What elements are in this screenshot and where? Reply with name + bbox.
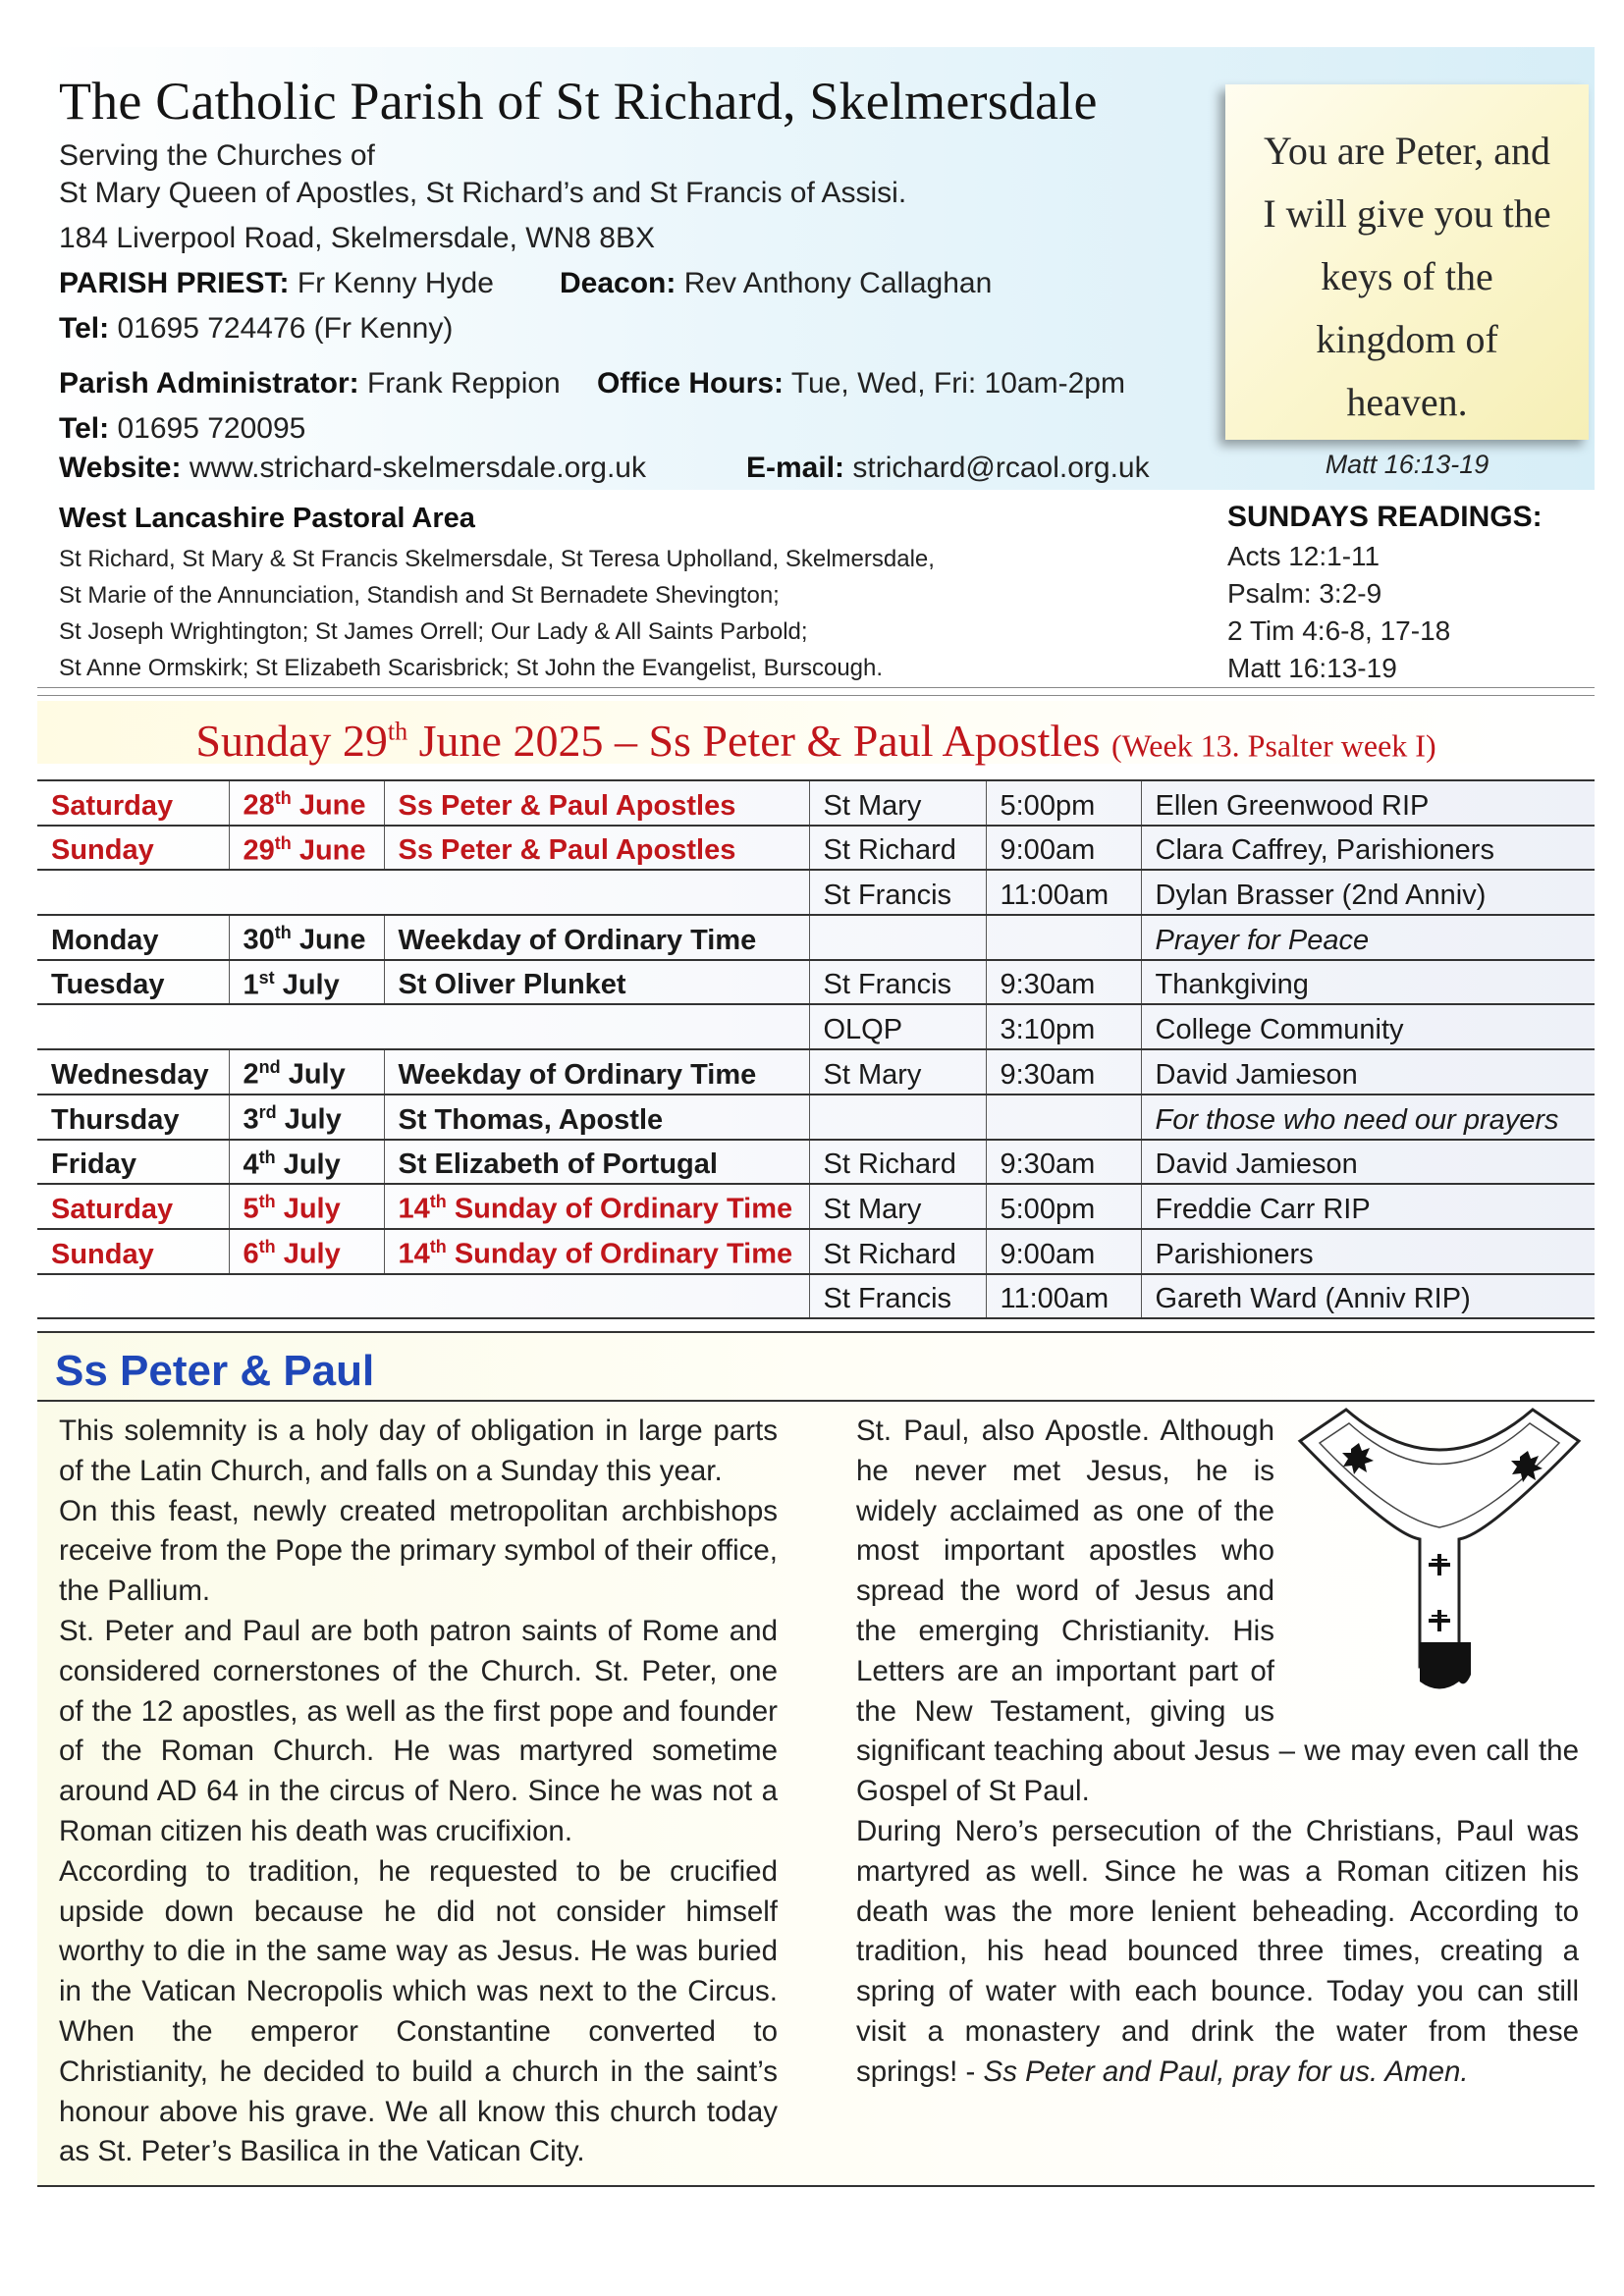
mass-intention: Gareth Ward (Anniv RIP) bbox=[1155, 1283, 1471, 1315]
schedule-date bbox=[229, 1095, 384, 1140]
psalter-week: (Week 13. Psalter week I) bbox=[1110, 727, 1436, 764]
church-name: St Francis bbox=[823, 1283, 952, 1315]
schedule-date bbox=[229, 1229, 384, 1274]
schedule-church bbox=[809, 1095, 986, 1140]
date-suffix: th bbox=[274, 832, 292, 853]
date-suffix: nd bbox=[258, 1057, 281, 1078]
sunday-heading bbox=[37, 701, 1595, 767]
article-title: Ss Peter & Paul bbox=[55, 1347, 375, 1395]
schedule-intention bbox=[1141, 1004, 1595, 1049]
schedule-intention bbox=[1141, 915, 1595, 960]
feast-name: Sunday of Ordinary Time bbox=[446, 1238, 793, 1270]
date-num: 28 bbox=[243, 789, 275, 822]
day-name: Sunday bbox=[51, 834, 154, 867]
article-paragraph: On this feast, newly created metropolitan archbishops receive from the Pope the primary symbol of their office, the Pallium. bbox=[59, 1494, 778, 1608]
pastoral-area bbox=[59, 503, 1188, 686]
mass-time: 9:00am bbox=[1000, 834, 1096, 867]
pastoral-line: St Richard, St Mary & St Francis Skelmersdale, St Teresa Upholland, Skelmersdale, bbox=[59, 546, 935, 572]
schedule-time bbox=[986, 960, 1141, 1005]
priest-label: PARISH PRIEST: bbox=[59, 267, 290, 299]
schedule-day bbox=[37, 1229, 229, 1274]
mass-intention: Freddie Carr RIP bbox=[1155, 1193, 1371, 1225]
mass-time: 9:30am bbox=[1000, 1148, 1096, 1181]
clergy-row bbox=[59, 265, 1188, 310]
reading-item: Matt 16:13-19 bbox=[1227, 653, 1397, 683]
office-tel-row bbox=[59, 410, 1188, 450]
admin-row bbox=[59, 365, 1188, 410]
feast-suffix: th bbox=[429, 1236, 447, 1256]
date-num: 2 bbox=[243, 1058, 259, 1091]
mass-intention: For those who need our prayers bbox=[1155, 1103, 1559, 1136]
church-name: St Richard bbox=[823, 1148, 956, 1181]
schedule-row bbox=[37, 1229, 1595, 1274]
schedule-church bbox=[809, 1004, 986, 1049]
schedule-day bbox=[37, 1140, 229, 1185]
mass-time: 5:00pm bbox=[1000, 1193, 1096, 1225]
church-name: St Mary bbox=[823, 789, 922, 822]
schedule-time bbox=[986, 1274, 1141, 1319]
website-link[interactable]: www.strichard-skelmersdale.org.uk bbox=[189, 452, 646, 484]
church-name: OLQP bbox=[823, 1014, 903, 1046]
schedule-date bbox=[229, 826, 384, 871]
contact-row bbox=[59, 450, 1188, 495]
schedule-row bbox=[37, 915, 1595, 960]
schedule-feast bbox=[384, 960, 809, 1005]
schedule-feast bbox=[384, 1049, 809, 1095]
sunday-heading-text: Sunday 29 bbox=[195, 716, 388, 767]
mass-intention: David Jamieson bbox=[1155, 1058, 1358, 1091]
day-name: Thursday bbox=[51, 1103, 180, 1136]
feast-name: Weekday of Ordinary Time bbox=[398, 1058, 757, 1091]
schedule-church bbox=[809, 1274, 986, 1319]
schedule-time bbox=[986, 780, 1141, 826]
office-tel: 01695 720095 bbox=[117, 412, 306, 445]
feast-num: 14 bbox=[398, 1238, 430, 1270]
feast-name: Sunday of Ordinary Time bbox=[446, 1193, 793, 1225]
mass-intention: Thankgiving bbox=[1155, 969, 1309, 1001]
mass-time: 3:10pm bbox=[1000, 1014, 1096, 1046]
article-paragraph bbox=[856, 1812, 1579, 2093]
schedule-church bbox=[809, 915, 986, 960]
schedule-date bbox=[229, 1140, 384, 1185]
mass-intention: Dylan Brasser (2nd Anniv) bbox=[1155, 880, 1487, 912]
pastoral-title: West Lancashire Pastoral Area bbox=[59, 503, 475, 534]
schedule-day bbox=[37, 960, 229, 1005]
readings-title: SUNDAYS READINGS: bbox=[1227, 501, 1543, 533]
schedule-date bbox=[229, 960, 384, 1005]
schedule-church bbox=[809, 960, 986, 1005]
reading-item: 2 Tim 4:6-8, 17-18 bbox=[1227, 615, 1451, 646]
date-suffix: th bbox=[258, 1147, 276, 1167]
article-paragraph: According to tradition, he requested to be crucified upside down because he did not consider himself worthy to die in the same way as Jesus. He was buried in the Vatican Necropolis which was next to the Circus. When the emperor Constantine converted to Christianity, he decided to build a church in the saint’s honour above his grave. We all know this church today as St. Peter’s Basilica in the Vatican City. bbox=[59, 1854, 778, 2168]
admin-label: Parish Administrator: bbox=[59, 367, 359, 400]
tel-label: Tel: bbox=[59, 312, 110, 345]
churches-served: St Mary Queen of Apostles, St Richard’s and St Francis of Assisi. bbox=[59, 177, 907, 209]
sunday-readings bbox=[1227, 501, 1581, 687]
quote-line: You are Peter, and bbox=[1263, 129, 1551, 173]
schedule-date bbox=[229, 1184, 384, 1229]
date-month: June bbox=[291, 924, 366, 956]
schedule-church bbox=[809, 826, 986, 871]
schedule-time bbox=[986, 1095, 1141, 1140]
date-num: 5 bbox=[243, 1193, 259, 1225]
schedule-church bbox=[809, 1229, 986, 1274]
schedule-intention bbox=[1141, 1274, 1595, 1319]
schedule-row bbox=[37, 870, 1595, 915]
schedule-row bbox=[37, 1004, 1595, 1049]
sunday-heading-text: June 2025 – Ss Peter & Paul Apostles bbox=[407, 716, 1111, 767]
schedule-day bbox=[37, 1095, 229, 1140]
website-label: Website: bbox=[59, 452, 182, 484]
date-month: June bbox=[291, 834, 366, 867]
schedule-intention bbox=[1141, 1140, 1595, 1185]
pastoral-line: St Joseph Wrightington; St James Orrell; Our Lady & All Saints Parbold; bbox=[59, 618, 808, 645]
mass-time: 11:00am bbox=[1000, 1283, 1110, 1315]
mass-intention: College Community bbox=[1155, 1014, 1404, 1046]
date-num: 30 bbox=[243, 924, 275, 956]
feast-name: St Thomas, Apostle bbox=[398, 1103, 664, 1136]
feast-suffix: th bbox=[429, 1192, 447, 1212]
sunday-heading-sup: th bbox=[387, 718, 408, 746]
church-name: St Richard bbox=[823, 834, 956, 867]
mass-schedule-table bbox=[37, 779, 1595, 1319]
schedule-time bbox=[986, 1140, 1141, 1185]
schedule-row bbox=[37, 1140, 1595, 1185]
schedule-intention bbox=[1141, 1095, 1595, 1140]
schedule-intention bbox=[1141, 1049, 1595, 1095]
date-month: June bbox=[291, 789, 366, 822]
schedule-time bbox=[986, 1049, 1141, 1095]
schedule-blank bbox=[37, 1004, 809, 1049]
date-suffix: rd bbox=[258, 1101, 277, 1122]
schedule-intention bbox=[1141, 870, 1595, 915]
schedule-intention bbox=[1141, 1229, 1595, 1274]
date-month: July bbox=[275, 1148, 341, 1181]
feast-name: St Oliver Plunket bbox=[398, 969, 626, 1001]
quote-reference: Matt 16:13-19 bbox=[1325, 450, 1489, 479]
date-suffix: th bbox=[258, 1192, 276, 1212]
schedule-row bbox=[37, 780, 1595, 826]
schedule-row bbox=[37, 960, 1595, 1005]
parish-address: 184 Liverpool Road, Skelmersdale, WN8 8BX bbox=[59, 222, 655, 254]
schedule-feast bbox=[384, 826, 809, 871]
schedule-feast bbox=[384, 1095, 809, 1140]
schedule-row bbox=[37, 826, 1595, 871]
serving-label: Serving the Churches of bbox=[59, 139, 375, 172]
mass-intention: Ellen Greenwood RIP bbox=[1155, 789, 1430, 822]
article-paragraph: St. Peter and Paul are both patron saints of Rome and considered cornerstones of the Church. St. Peter, one of the 12 apostles, as well as the first pope and founder of the Roman Church. He was martyred sometime around AD 64 in the circus of Nero. Since he was not a Roman citizen his death was crucifixion. bbox=[59, 1614, 778, 1847]
feast-name: St Elizabeth of Portugal bbox=[398, 1148, 718, 1181]
office-hours: Tue, Wed, Fri: 10am-2pm bbox=[790, 367, 1125, 400]
schedule-intention bbox=[1141, 1184, 1595, 1229]
mass-time: 9:00am bbox=[1000, 1238, 1096, 1270]
mass-time: 5:00pm bbox=[1000, 789, 1096, 822]
day-name: Tuesday bbox=[51, 969, 165, 1001]
day-name: Sunday bbox=[51, 1238, 154, 1270]
schedule-feast bbox=[384, 1140, 809, 1185]
day-name: Monday bbox=[51, 924, 159, 956]
pallium-illustration bbox=[1292, 1402, 1587, 1706]
tel-label-2: Tel: bbox=[59, 412, 110, 445]
schedule-church bbox=[809, 870, 986, 915]
sign-off: Ss Peter and Paul, pray for us. Amen. bbox=[983, 2055, 1469, 2088]
schedule-time bbox=[986, 1229, 1141, 1274]
feast-name: Weekday of Ordinary Time bbox=[398, 924, 757, 956]
quote-line: keys of the bbox=[1321, 254, 1493, 298]
divider bbox=[37, 2185, 1595, 2187]
schedule-church bbox=[809, 1049, 986, 1095]
day-name: Friday bbox=[51, 1148, 137, 1181]
date-num: 1 bbox=[243, 969, 259, 1001]
schedule-row bbox=[37, 1184, 1595, 1229]
date-suffix: th bbox=[258, 1236, 276, 1256]
deacon-name: Rev Anthony Callaghan bbox=[683, 267, 993, 299]
mass-time: 9:30am bbox=[1000, 969, 1096, 1001]
deacon-label: Deacon: bbox=[560, 267, 677, 299]
date-month: July bbox=[276, 1103, 342, 1136]
reading-item: Psalm: 3:2-9 bbox=[1227, 578, 1382, 609]
date-month: July bbox=[280, 1058, 346, 1091]
feast-name: Ss Peter & Paul Apostles bbox=[398, 834, 736, 867]
church-name: St Francis bbox=[823, 880, 952, 912]
quote-line: I will give you the bbox=[1263, 191, 1551, 236]
schedule-date bbox=[229, 780, 384, 826]
schedule-row bbox=[37, 1274, 1595, 1319]
schedule-feast bbox=[384, 1184, 809, 1229]
schedule-blank bbox=[37, 1274, 809, 1319]
schedule-time bbox=[986, 915, 1141, 960]
date-suffix: st bbox=[258, 967, 275, 988]
pastoral-line: St Anne Ormskirk; St Elizabeth Scarisbrick; St John the Evangelist, Burscough. bbox=[59, 655, 884, 681]
date-num: 6 bbox=[243, 1238, 259, 1270]
date-month: July bbox=[275, 1193, 341, 1225]
parish-title: The Catholic Parish of St Richard, Skelmersdale bbox=[59, 72, 1098, 131]
mass-time: 9:30am bbox=[1000, 1058, 1096, 1091]
date-suffix: th bbox=[274, 923, 292, 943]
office-hours-label: Office Hours: bbox=[597, 367, 785, 400]
divider bbox=[37, 687, 1595, 688]
church-name: St Mary bbox=[823, 1193, 922, 1225]
schedule-time bbox=[986, 870, 1141, 915]
mass-time: 11:00am bbox=[1000, 880, 1110, 912]
schedule-intention bbox=[1141, 960, 1595, 1005]
date-num: 4 bbox=[243, 1148, 259, 1181]
church-name: St Mary bbox=[823, 1058, 922, 1091]
article-paragraph: St. Paul, also Apostle. Although he never met Jesus, he is widely acclaimed as one of the most important apostles who spread the word of Jesus and the emerging Christianity. His Letters are an important part of the New Testament, giving us significant teaching about Jesus – we may even call the Gospel of St Paul. bbox=[856, 1415, 1579, 1808]
date-num: 3 bbox=[243, 1103, 259, 1136]
church-name: St Richard bbox=[823, 1238, 956, 1270]
schedule-time bbox=[986, 826, 1141, 871]
mass-intention: Prayer for Peace bbox=[1155, 924, 1370, 956]
quote-line: heaven. bbox=[1346, 380, 1468, 424]
mass-intention: Parishioners bbox=[1155, 1238, 1314, 1270]
schedule-intention bbox=[1141, 780, 1595, 826]
schedule-time bbox=[986, 1004, 1141, 1049]
schedule-time bbox=[986, 1184, 1141, 1229]
schedule-church bbox=[809, 780, 986, 826]
priest-tel-row bbox=[59, 310, 1188, 355]
schedule-row bbox=[37, 1049, 1595, 1095]
schedule-feast bbox=[384, 780, 809, 826]
priest-tel: 01695 724476 (Fr Kenny) bbox=[117, 312, 454, 345]
schedule-date bbox=[229, 915, 384, 960]
schedule-row bbox=[37, 1095, 1595, 1140]
schedule-feast bbox=[384, 915, 809, 960]
schedule-blank bbox=[37, 870, 809, 915]
quote-line: kingdom of bbox=[1316, 317, 1498, 361]
article-text: During Nero’s persecution of the Christians, Paul was martyred as well. Since he was a Roman citizen his death was the more lenient beheading. According to tradition, his head bounced three times, creating a spring of water with each bounce. Today you can still visit a monastery and drink the water from these springs! - bbox=[856, 1814, 1579, 2088]
email-link[interactable]: strichard@rcaol.org.uk bbox=[852, 452, 1150, 484]
day-name: Wednesday bbox=[51, 1058, 209, 1091]
mass-intention: David Jamieson bbox=[1155, 1148, 1358, 1181]
article-column-left bbox=[59, 1412, 778, 2172]
date-month: July bbox=[274, 969, 340, 1001]
email-label: E-mail: bbox=[746, 452, 845, 484]
admin-name: Frank Reppion bbox=[366, 367, 561, 400]
schedule-day bbox=[37, 915, 229, 960]
divider bbox=[37, 1331, 1595, 1333]
day-name: Saturday bbox=[51, 1193, 174, 1225]
article-column-right bbox=[856, 1412, 1579, 2093]
schedule-day bbox=[37, 1184, 229, 1229]
day-name: Saturday bbox=[51, 789, 174, 822]
schedule-church bbox=[809, 1140, 986, 1185]
schedule-day bbox=[37, 1049, 229, 1095]
feast-name: Ss Peter & Paul Apostles bbox=[398, 789, 736, 822]
date-month: July bbox=[275, 1238, 341, 1270]
article-paragraph: This solemnity is a holy day of obligation in large parts of the Latin Church, and falls on a Sunday this year. bbox=[59, 1415, 778, 1487]
priest-name: Fr Kenny Hyde bbox=[297, 267, 494, 299]
pastoral-line: St Marie of the Annunciation, Standish and St Bernadete Shevington; bbox=[59, 582, 780, 609]
scripture-quote-box bbox=[1225, 84, 1589, 440]
header-info bbox=[59, 71, 1188, 495]
schedule-day bbox=[37, 826, 229, 871]
reading-item: Acts 12:1-11 bbox=[1227, 541, 1380, 571]
date-suffix: th bbox=[274, 788, 292, 809]
feast-num: 14 bbox=[398, 1193, 430, 1225]
date-num: 29 bbox=[243, 834, 275, 867]
schedule-feast bbox=[384, 1229, 809, 1274]
schedule-date bbox=[229, 1049, 384, 1095]
mass-intention: Clara Caffrey, Parishioners bbox=[1155, 834, 1494, 867]
church-name: St Francis bbox=[823, 969, 952, 1001]
schedule-day bbox=[37, 780, 229, 826]
schedule-church bbox=[809, 1184, 986, 1229]
divider bbox=[37, 695, 1595, 696]
schedule-intention bbox=[1141, 826, 1595, 871]
